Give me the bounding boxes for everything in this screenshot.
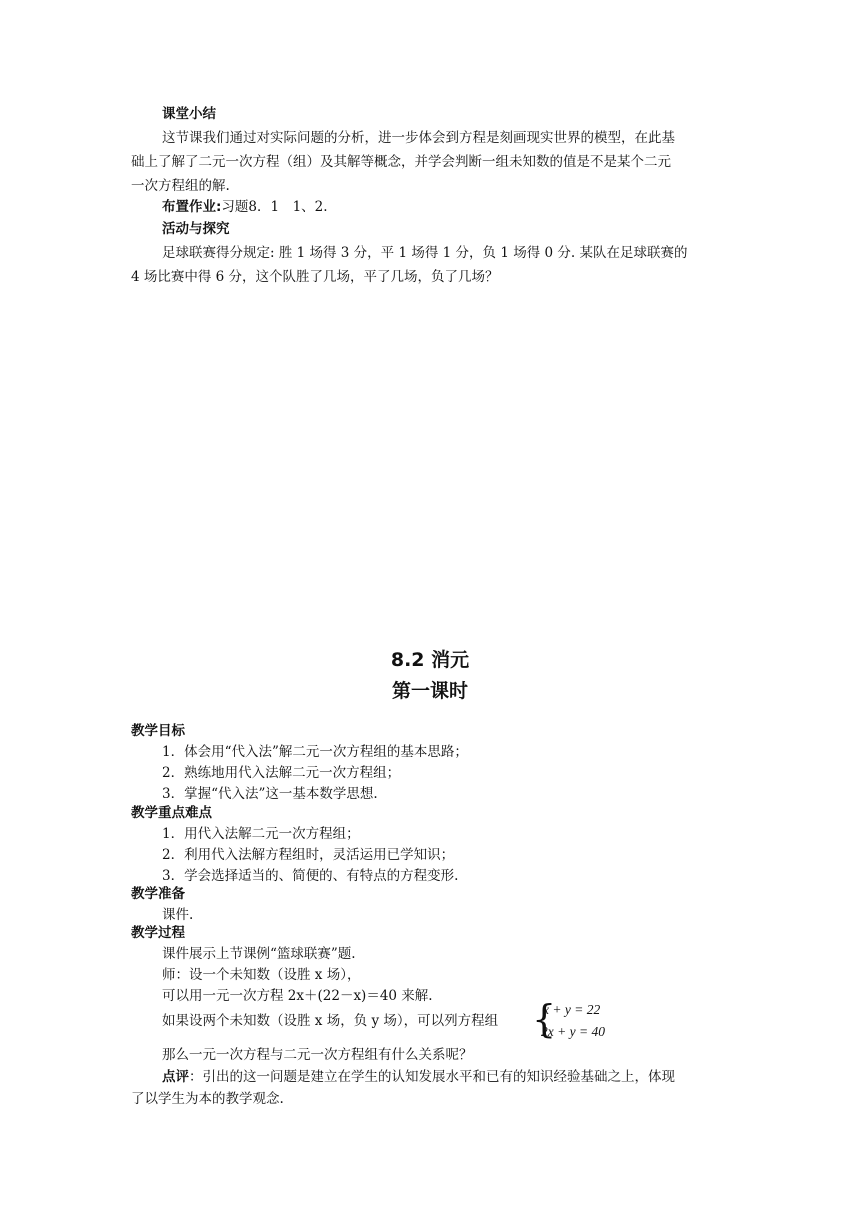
summary-line-1: 这节课我们通过对实际问题的分析，进一步体会到方程是刻画现实世界的模型，在此基 <box>162 130 675 146</box>
activity-line-1: 足球联赛得分规定: 胜 1 场得 3 分，平 1 场得 1 分，负 1 场得 0 分. 某队在足球联赛的 <box>162 245 688 261</box>
comment-label: 点评 <box>162 1069 189 1085</box>
process-line-5: 那么一元一次方程与二元一次方程组有什么关系呢？ <box>162 1047 473 1063</box>
comment-line-1 <box>162 1066 675 1088</box>
goal-item: 1．体会用“代入法”解二元一次方程组的基本思路； <box>162 744 468 760</box>
process-heading: 教学过程 <box>131 925 185 941</box>
keypoint-item: 1．用代入法解二元一次方程组； <box>162 826 360 842</box>
keypoints-heading: 教学重点难点 <box>131 805 212 821</box>
activity-heading: 活动与探究 <box>162 221 230 237</box>
homework-line <box>162 196 328 218</box>
equation-2: 2x + y = 40 <box>541 1024 605 1039</box>
equation-1: x + y = 22 <box>543 1002 601 1017</box>
keypoint-item: 2．利用代入法解方程组时，灵活运用已学知识； <box>162 847 455 863</box>
comment-text: ：引出的这一问题是建立在学生的认知发展水平和已有的知识经验基础之上，体现 <box>189 1069 675 1085</box>
goals-heading: 教学目标 <box>131 723 185 739</box>
activity-line-2: 4 场比赛中得 6 分，这个队胜了几场，平了几场，负了几场？ <box>131 269 499 285</box>
keypoint-item: 3．学会选择适当的、简便的、有特点的方程变形. <box>162 868 459 884</box>
summary-line-2: 础上了解了二元一次方程（组）及其解等概念，并学会判断一组未知数的值是不是某个二元 <box>131 154 671 170</box>
process-line-3: 可以用一元一次方程 2x＋(22－x)＝40 来解. <box>162 988 433 1004</box>
goal-item: 3．掌握“代入法”这一基本数学思想. <box>162 786 378 802</box>
prep-heading: 教学准备 <box>131 886 185 902</box>
lesson-subtitle: 第一课时 <box>391 680 468 702</box>
homework-text: 习题8．1 1、2. <box>221 199 328 215</box>
process-line-2: 师：设一个未知数（设胜 x 场）， <box>162 967 361 983</box>
homework-label: 布置作业: <box>162 199 222 215</box>
brace-symbol: { <box>532 997 557 1041</box>
summary-heading: 课堂小结 <box>162 106 216 122</box>
goal-item: 2．熟练地用代入法解二元一次方程组； <box>162 765 401 781</box>
lesson-title: 8.2 消元 <box>390 649 470 671</box>
comment-line-2: 了以学生为本的教学观念. <box>131 1091 284 1107</box>
prep-text: 课件. <box>162 907 194 923</box>
summary-line-3: 一次方程组的解. <box>131 178 230 194</box>
process-line-4: 如果设两个未知数（设胜 x 场，负 y 场），可以列方程组 <box>162 1013 499 1029</box>
process-line-1: 课件展示上节课例“篮球联赛”题. <box>162 946 356 962</box>
